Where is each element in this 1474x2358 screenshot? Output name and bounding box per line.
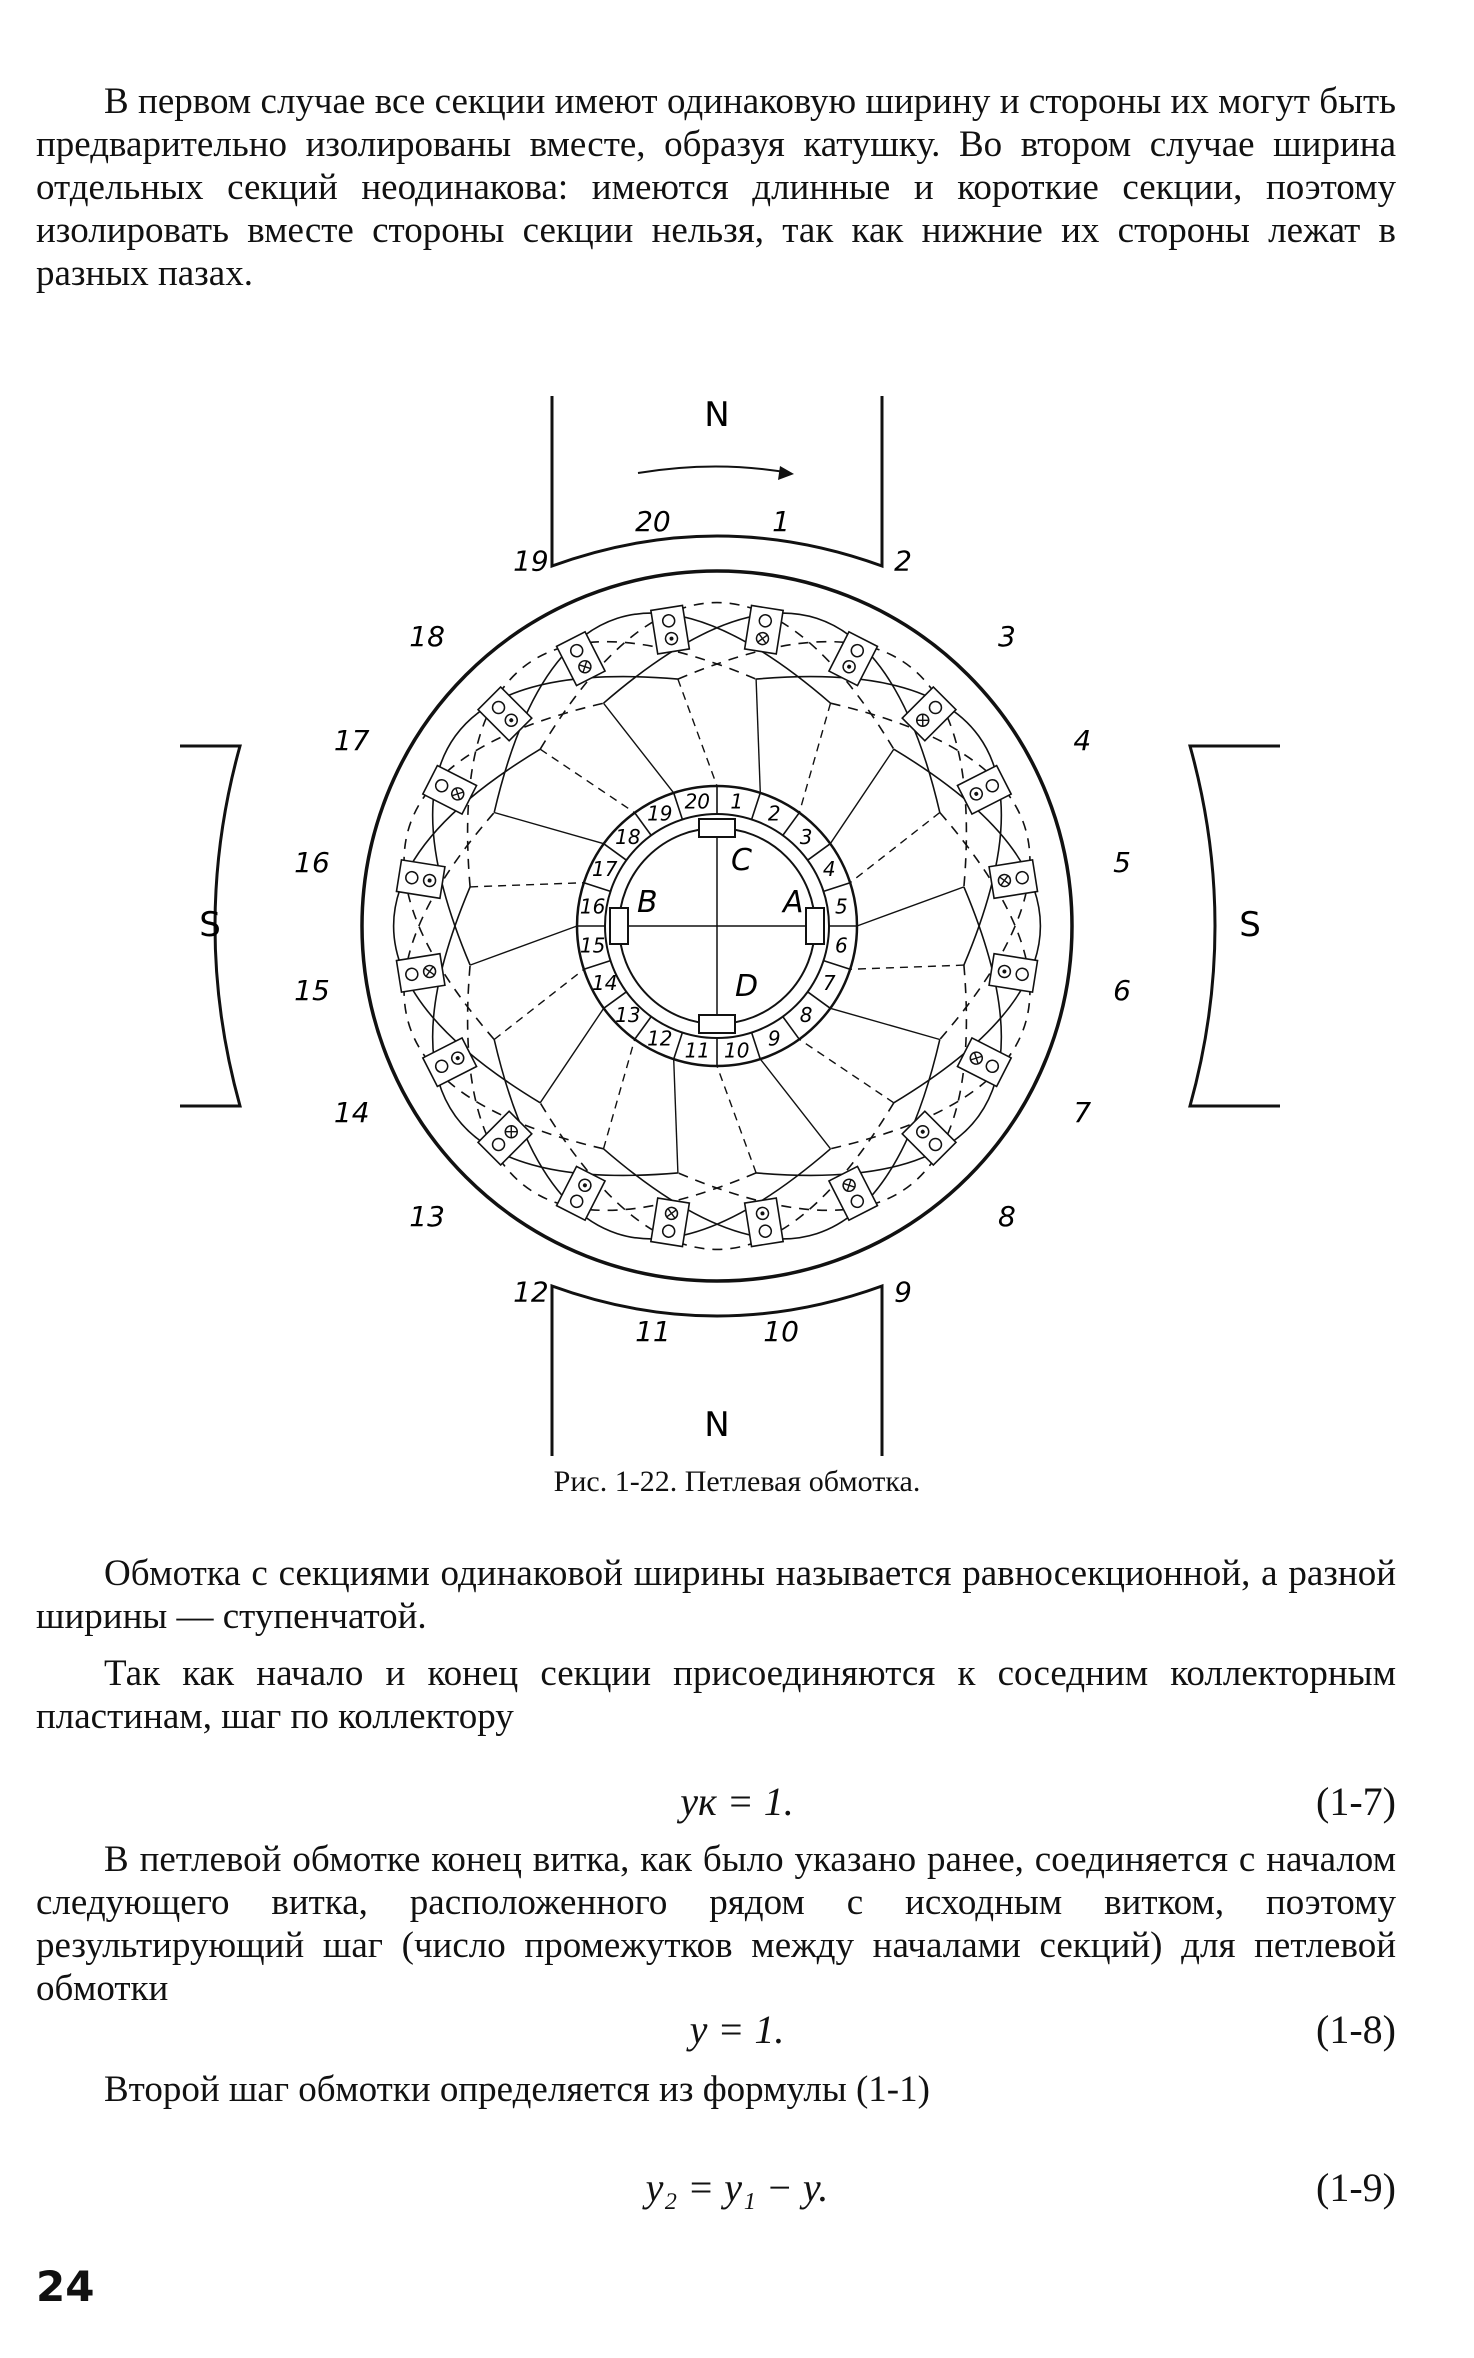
commutator-lead	[470, 883, 584, 887]
commutator-lead	[799, 703, 830, 813]
commutator-segment-number: 5	[835, 894, 848, 919]
commutator-segment-number: 7	[822, 971, 836, 996]
coil-side	[902, 1111, 956, 1165]
section-number: 18	[409, 620, 445, 654]
section-number: 9	[894, 1275, 913, 1309]
commutator-segment-number: 10	[723, 1038, 750, 1063]
section-number: 1	[772, 505, 791, 538]
commutator-segment-number: 17	[591, 856, 618, 881]
commutator-segment-number: 13	[615, 1003, 641, 1028]
commutator-lead	[850, 813, 940, 883]
coil-side	[902, 687, 956, 741]
formula-1-8	[0, 2000, 1474, 2060]
loop-step-paragraph: В петлевой обмотке конец витка, как было указано ранее, соединяется с началом следующего витка, расположенного рядом с исходным витком, поэтому результирующий шаг (число промежутков между началами секций) для петлевой обмотки	[36, 1839, 1396, 2009]
commutator-segment-number: 6	[835, 933, 848, 958]
section-number: 11	[635, 1315, 671, 1348]
section-number: 12	[513, 1275, 549, 1309]
coil-side	[989, 860, 1037, 898]
commutator-lead	[540, 749, 635, 813]
commutator-lead	[799, 1039, 894, 1103]
commutator-segment-number: 2	[767, 801, 781, 826]
section-number: 17	[333, 723, 370, 757]
pole-label: N	[704, 396, 730, 435]
intro-paragraph: В первом случае все секции имеют одинаковую ширину и стороны их могут быть предварительно изолированы вместе, образуя катушку. Во втором случае ширина отдельных секций неодинакова: имеются длинные и короткие секции, поэтому изолировать вместе стороны секции нельзя, так как нижние их стороны лежат в разных пазах.	[36, 81, 1396, 294]
pole-label: N	[704, 1405, 730, 1445]
coil-side	[396, 954, 444, 992]
second-step-paragraph: Второй шаг обмотки определяется из формулы (1-1)	[104, 2069, 930, 2110]
section-number: 16	[294, 845, 330, 879]
formula-number: (1-7)	[1316, 1779, 1396, 1824]
formula-number: (1-8)	[1316, 2007, 1396, 2052]
coil-side	[745, 1198, 783, 1246]
commutator-segment-number: 14	[591, 971, 618, 996]
loop-winding-figure	[180, 396, 1280, 1456]
section-number: 2	[894, 544, 913, 578]
pole-label: S	[1239, 905, 1261, 945]
figure-caption: Рис. 1-22. Петлевая обмотка.	[553, 1465, 921, 1498]
commutator-segment-number: 20	[684, 789, 711, 814]
formula-number: (1-9)	[1316, 2165, 1396, 2210]
section-number: 5	[1113, 845, 1131, 879]
section-number: 15	[294, 974, 330, 1008]
commutator-lead	[494, 969, 584, 1039]
commutator-lead	[678, 679, 717, 786]
coil-side	[745, 605, 783, 653]
section-number: 13	[409, 1199, 445, 1233]
commutator-segment-number: 8	[799, 1003, 813, 1028]
commutator-step-paragraph: Так как начало и конец секции присоединяются к соседним коллекторным пластинам, шаг по коллектору	[36, 1653, 1396, 1737]
section-number: 3	[997, 620, 1016, 654]
brush	[699, 1015, 735, 1033]
section-number: 8	[997, 1199, 1016, 1233]
coil-side	[651, 605, 689, 653]
commutator-lead	[756, 679, 760, 793]
section-number: 20	[635, 505, 671, 538]
coil-side	[478, 687, 532, 741]
commutator-lead	[494, 813, 604, 844]
brush	[610, 908, 628, 944]
section-number: 6	[1113, 974, 1131, 1008]
section-number: 4	[1073, 723, 1092, 757]
brush-label: B	[637, 885, 658, 920]
equal-sections-paragraph: Обмотка с секциями одинаковой ширины называется равносекционной, а разной ширины — ступенчатой.	[36, 1553, 1396, 1637]
commutator-lead	[540, 1008, 604, 1103]
commutator-segment-number: 4	[822, 856, 836, 881]
coil-side	[651, 1198, 689, 1246]
commutator-lead	[674, 1059, 678, 1173]
commutator-segment-number: 12	[647, 1026, 673, 1051]
formula-expression: yк = 1.	[680, 1779, 794, 1824]
commutator-lead	[470, 926, 577, 965]
commutator-segment-number: 19	[647, 801, 673, 826]
section-number: 7	[1073, 1096, 1092, 1130]
brush-label: A	[783, 885, 804, 920]
arrow-head-icon	[778, 466, 794, 480]
page-number: 24	[36, 2262, 95, 2311]
commutator-lead	[850, 965, 964, 969]
commutator-segment-number: 1	[730, 789, 744, 814]
section-number: 14	[333, 1096, 370, 1130]
brush-label: D	[735, 969, 759, 1004]
formula-1-7	[0, 1772, 1474, 1832]
commutator-lead	[857, 887, 964, 926]
rotation-arrow	[638, 467, 790, 474]
commutator-lead	[830, 1008, 940, 1039]
commutator-lead	[830, 749, 894, 844]
commutator-segment-number: 11	[684, 1038, 711, 1063]
commutator-lead	[717, 1066, 756, 1173]
commutator-lead	[604, 1039, 635, 1149]
formula-expression: y₂ = y₁ − y.	[645, 2165, 829, 2210]
commutator-segment-number: 15	[579, 933, 606, 958]
commutator-lead	[760, 1059, 830, 1149]
coil-side	[989, 954, 1037, 992]
brush	[806, 908, 824, 944]
commutator-lead	[604, 703, 674, 793]
commutator-segment-number: 16	[579, 894, 606, 919]
brush-label: C	[731, 843, 752, 878]
pole-right-s	[1190, 746, 1280, 1106]
commutator-segment-number: 3	[799, 824, 813, 849]
coil-side	[478, 1111, 532, 1165]
commutator-segment-number: 18	[615, 824, 641, 849]
formula-1-9	[0, 2158, 1474, 2218]
commutator-segment-number: 9	[767, 1026, 781, 1051]
coil-side	[396, 860, 444, 898]
formula-expression: y = 1.	[689, 2007, 785, 2052]
commutator	[577, 786, 857, 1066]
brush	[699, 819, 735, 837]
section-number: 19	[513, 544, 549, 578]
section-number: 10	[763, 1315, 799, 1348]
pole-label: S	[199, 905, 221, 945]
